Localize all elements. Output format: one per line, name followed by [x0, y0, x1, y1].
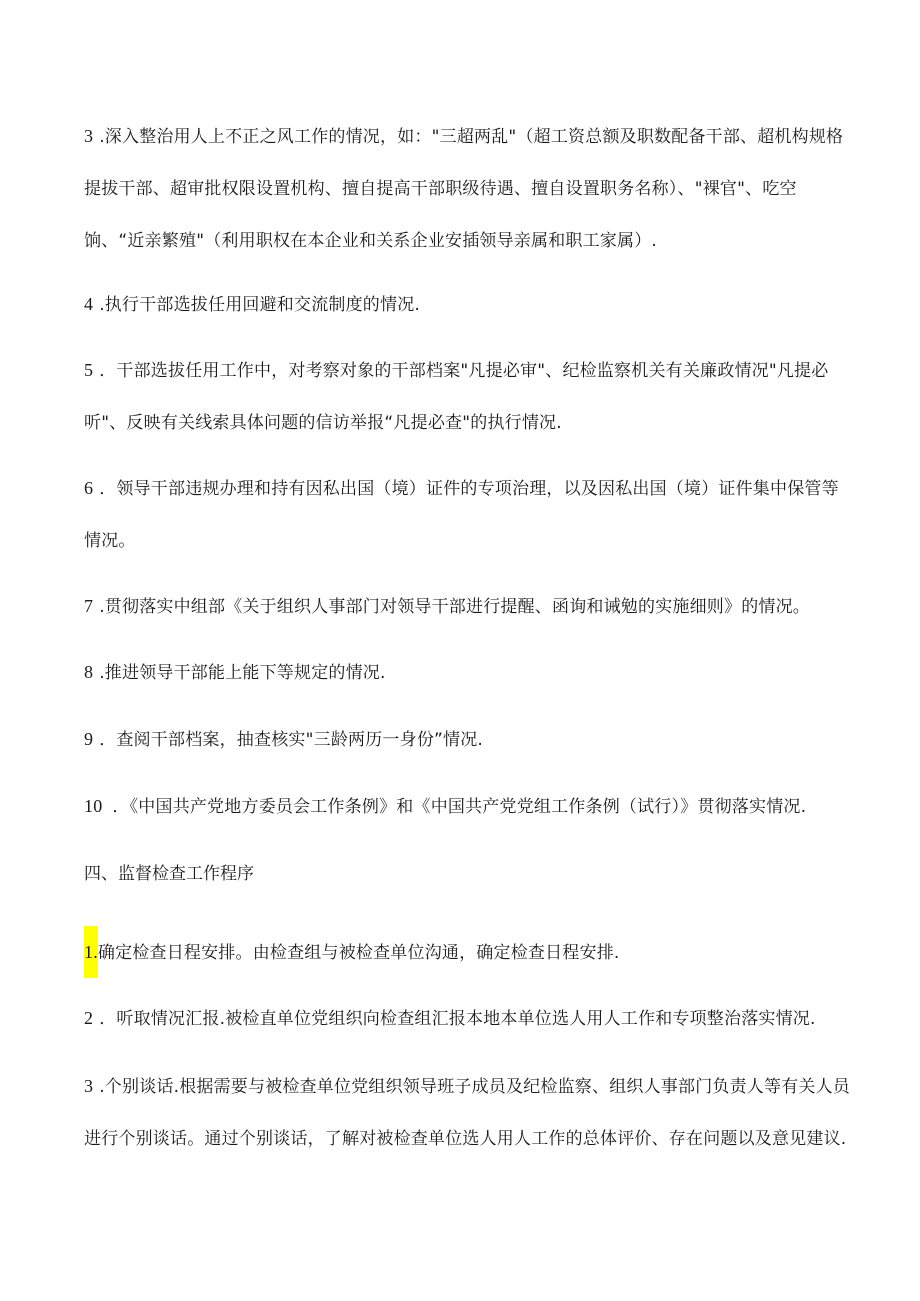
procedure-item-3 [84, 1060, 854, 1165]
item-text: .推进领导干部能上能下等规定的情况. [99, 663, 386, 683]
item-number: 10 [84, 796, 103, 816]
section-heading: 四、监督检查工作程序 [84, 864, 254, 884]
item-number: 3 [84, 126, 94, 146]
item-number: 8 [84, 662, 94, 682]
item-text: .贯彻落实中组部《关于组织人事部门对领导干部进行提醒、函询和诫勉的实施细则》的情况。 [99, 597, 811, 617]
item-text: ．查阅干部档案，抽查核实"三龄两历一身份”情况. [99, 730, 484, 750]
list-item-7 [84, 580, 854, 633]
item-number: 6 [84, 478, 94, 498]
item-text: ．干部选拔任用工作中，对考察对象的干部档案"凡提必审"、纪检监察机关有关廉政情况"凡提必听"、反映有关线索具体问题的信访举报“凡提必查"的执行情况. [84, 361, 829, 433]
item-text: ．听取情况汇报.被检直单位党组织向检查组汇报本地本单位选人用人工作和专项整治落实情况. [99, 1009, 816, 1029]
item-text: ．领导干部违规办理和持有因私出国（境）证件的专项治理，以及因私出国（境）证件集中保管等情况。 [84, 479, 839, 551]
item-number: 2 [84, 1008, 94, 1028]
item-number: 7 [84, 596, 94, 616]
list-item-10 [84, 780, 854, 833]
item-text: .个别谈话.根据需要与被检查单位党组织领导班子成员及纪检监察、组织人事部门负责人等有关人员进行个别谈话。通过个别谈话，了解对被检查单位选人用人工作的总体评价、存在问题以及意见建议. [84, 1077, 851, 1149]
item-number: 9 [84, 729, 94, 749]
list-item-3 [84, 110, 854, 267]
list-item-6 [84, 462, 854, 567]
item-number: 3 [84, 1076, 94, 1096]
item-text: .深入整治用人上不正之风工作的情况，如："三超两乱"（超工资总额及职数配备干部、超机构规格提拔干部、超审批权限设置机构、擅自提高干部职级待遇、擅自设置职务名称）、"裸官"、吃空饷、“近亲繁殖"（利用职权在本企业和关系企业安插领导亲属和职工家属）. [84, 127, 844, 251]
procedure-item-1 [84, 926, 854, 979]
procedure-item-2 [84, 992, 854, 1045]
item-number: 4 [84, 294, 94, 314]
list-item-4 [84, 278, 854, 331]
highlighted-item-number: 1. [84, 926, 98, 978]
list-item-9 [84, 713, 854, 766]
item-number: 5 [84, 360, 94, 380]
item-text: 确定检查日程安排。由检查组与被检查单位沟通，确定检查日程安排. [97, 943, 620, 963]
list-item-5 [84, 344, 854, 449]
list-item-8 [84, 646, 854, 699]
item-text: .执行干部选拔任用回避和交流制度的情况. [99, 295, 421, 315]
item-text: ．《中国共产党地方委员会工作条例》和《中国共产党党组工作条例（试行）》贯彻落实情况. [112, 797, 807, 817]
